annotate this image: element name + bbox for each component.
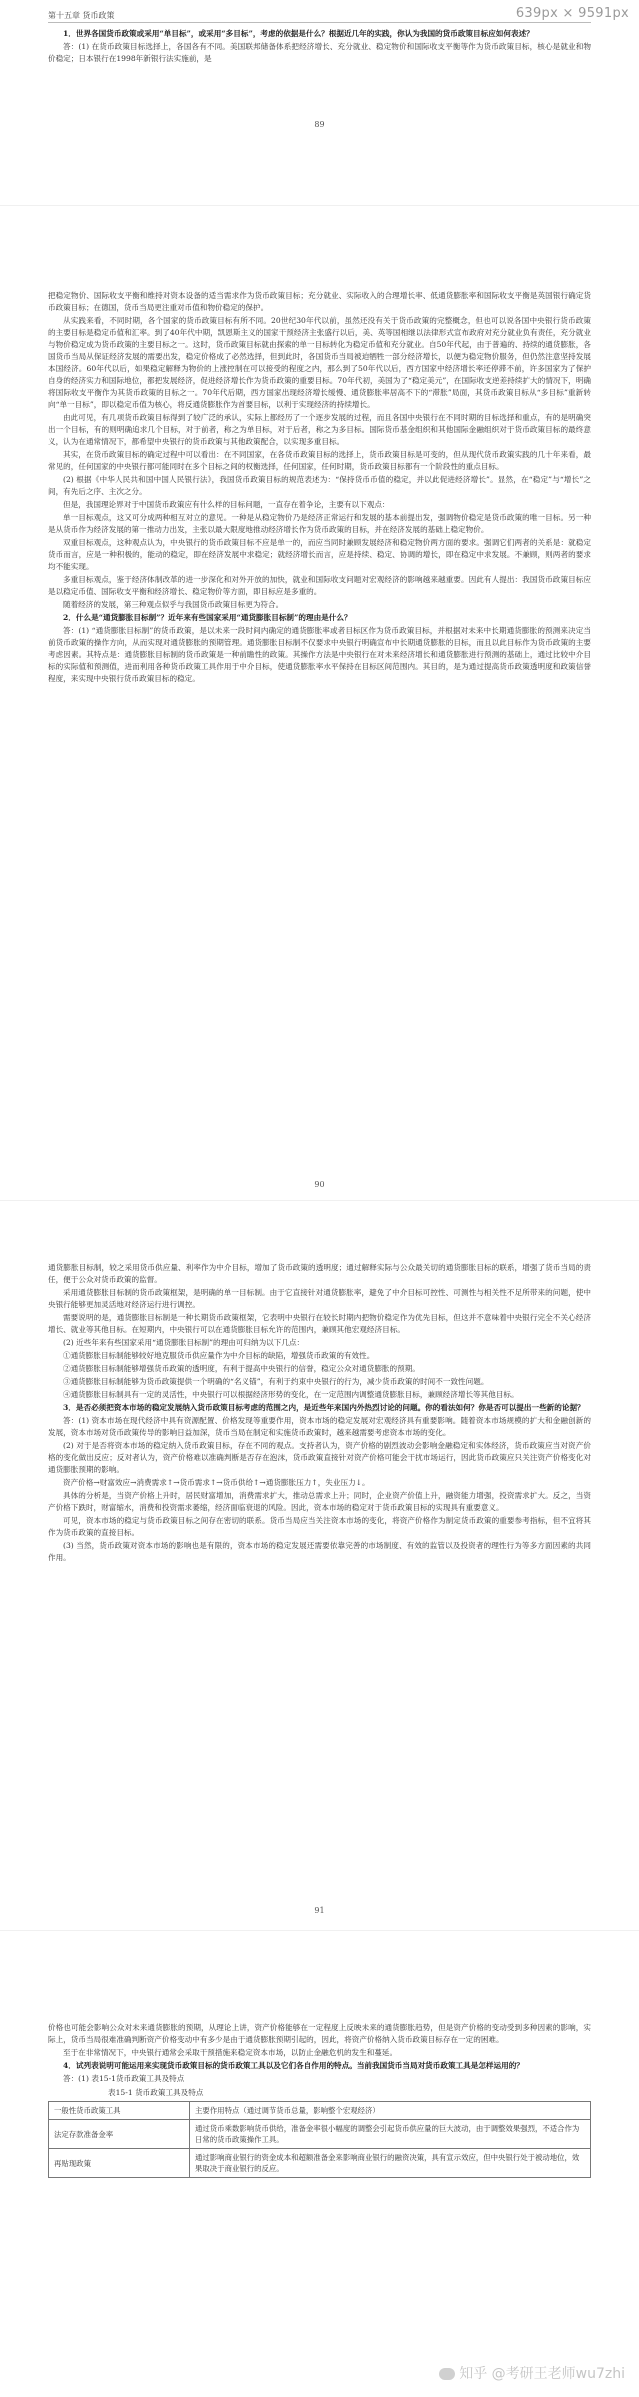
table-cell: 主要作用特点（通过调节货币总量，影响整个宏观经济） [190,2102,591,2120]
page-2-content [48,290,591,686]
list-item: ②通货膨胀目标制能够增强货币政策的透明度，有利于提高中央银行的信誉，稳定公众对通货膨胀的预期。 [63,1364,420,1373]
body-paragraph: 单一目标观点，这又可分成两种相互对立的意见。一种是从稳定物价乃是经济正常运行和发展的基本前提出发，强调物价稳定是货币政策的唯一目标。另一种是从货币作为经济发展的第一推动力出发，主张以最大限度地推动经济增长作为货币政策的目标，并在经济发展的基础上稳定物价。 [48,513,591,534]
question-4: 4．试列表说明可能运用来实现货币政策目标的货币政策工具以及它们各自作用的特点。当前我国货币当局对货币政策工具是怎样运用的？ [63,2061,524,2070]
watermark-text: 知乎 @考研王老师wu7zhi [459,2366,625,2382]
page-3-content [48,1262,591,1565]
body-paragraph: 答：(1) “通货膨胀目标制”的货币政策，是以未来一段时间内确定的通货膨胀率或者目标区作为货币政策目标，并根据对未来中长期通货膨胀的预测来决定当前货币政策的操作方向，从而实现对通货膨胀的预期管理。通货膨胀目标制不仅要求中央银行明确宣布中长期通货膨胀的目标，而且以此目标作为货币政策的主要考虑因素。其特点是：通货膨胀目标制的货币政策是一种前瞻性的政策。其操作方法是中央银行在对未来经济增长和通货膨胀进行预测的基础上，通过比较中介目标的实际值和预测值，进而利用各种货币政策工具作用于中介目标，使通货膨胀率水平保持在目标区间范围内。其目的，是为通过提高货币政策透明度和政策信誉程度，来实现中央银行货币政策目标的稳定。 [48,626,591,683]
table-cell: 法定存款准备金率 [49,2120,190,2149]
page-gap [0,1200,639,1201]
table-row [49,2102,591,2120]
table-cell: 再贴现政策 [49,2149,190,2178]
table-row [49,2120,591,2149]
body-paragraph: 具体的分析是，当资产价格上升时，居民财富增加，消费需求扩大，推动总需求上升；同时，企业资产价值上升，融资能力增强，投资需求扩大。反之，当资产价格下跌时，财富缩水，消费和投资需求萎缩，经济面临衰退的风险。因此，资本市场的稳定对于货币政策目标的实现具有重要意义。 [48,1491,591,1512]
body-paragraph: 从实践来看，不同时期，各个国家的货币政策目标有所不同。20世纪30年代以前，虽然还没有关于货币政策的完整概念，但也可以说各国中央银行货币政策的主要目标是稳定币值和汇率。到了40年代中期，凯恩斯主义的国家干预经济主张盛行以后，美、英等国相继以法律形式宣布政府对充分就业负有责任，充分就业与物价稳定成为货币政策的主要目标之一。这时，货币政策目标就由探索的单一目标转化为稳定币值和充分就业。自50年代起，由于普遍的、持续的通货膨胀，各国货币当局从保证经济发展的需要出发，稳定价格成了必然选择，但到此时，各国货币当局被迫牺牲一部分经济增长，以便为稳定物价服务，但仍然注意坚持发展本国经济。60年代以后，如果稳定解释为物价的上涨控制在可以接受的程度之内，那么到了50年代以后，西方国家中经济增长率还停滞不前，许多国家为了保护自身的经济实力和国际地位，都把发展经济，促进经济增长作为货币政策的重要目标。70年代初，美国为了“稳定美元”，在国际收支逆差持续扩大的情况下，明确将国际收支平衡作为其货币政策的目标之一。70年代后期，西方国家出现经济增长缓慢、通货膨胀率居高不下的“滞胀”局面，其货币政策目标从“多目标”重新转向“单一目标”，即以稳定币值为核心，将反通货膨胀作为首要目标，以利于实现经济的持续增长。 [48,316,591,409]
body-paragraph: 把稳定物价、国际收支平衡和维持对资本设备的适当需求作为货币政策目标；充分就业、实际收入的合理增长率、低通货膨胀率和国际收支平衡是英国银行确定货币政策目标；在德国，货币当局更注重对币值和物价稳定的保护。 [48,291,591,312]
chat-bubble-icon [439,2368,455,2380]
table-row [49,2149,591,2178]
body-paragraph: 答：(1) 资本市场在现代经济中具有资源配置、价格发现等重要作用，资本市场的稳定发展对宏观经济具有重要影响。随着资本市场规模的扩大和金融创新的发展，资本市场对货币政策传导的影响日益加深，货币当局在制定和实施货币政策时，越来越需要考虑资本市场的变化。 [48,1416,591,1437]
table-cell: 通过影响商业银行的资金成本和超额准备金来影响商业银行的融资决策，具有宣示效应，但中央银行处于被动地位，效果取决于商业银行的反应。 [190,2149,591,2178]
page-number: 90 [314,1180,325,1189]
body-paragraph: 双重目标观点，这种观点认为，中央银行的货币政策目标不应是单一的，而应当同时兼顾发展经济和稳定物价两方面的要求。强调它们两者的关系是：就稳定货币而言，应是一种积极的，能动的稳定，即在经济发展中求稳定；就经济增长而言，应是持续、稳定、协调的增长，即在稳定中求发展。不兼顾，则两者的要求均不能实现。 [48,538,591,571]
body-paragraph: (2) 对于是否将资本市场的稳定纳入货币政策目标，存在不同的观点。支持者认为，资产价格的剧烈波动会影响金融稳定和实体经济，货币政策应当对资产价格的变化做出反应；反对者认为，资产价格难以准确判断是否存在泡沫，货币政策直接针对资产价格可能会干扰市场运行，因此货币政策应只关注资产价格变化对通货膨胀预期的影响。 [48,1441,591,1474]
body-paragraph: 由此可见，有几项货币政策目标得到了较广泛的承认，实际上都经历了一个逐步发展的过程，而且各国中央银行在不同时期的目标选择和重点，有的是明确突出一个目标，有的则明确追求几个目标，对于前者，称之为单目标，对于后者，称之为多目标。国际货币基金组织和其他国际金融组织对于货币政策目标的最终意义，认为在通常情况下，都希望中央银行的货币政策与其他政策配合，以实现多重目标。 [48,413,591,446]
page-gap [0,1930,639,1931]
body-paragraph: 需要说明的是，通货膨胀目标制是一种长期货币政策框架，它表明中央银行在较长时期内把物价稳定作为优先目标，但这并不意味着中央银行完全不关心经济增长、就业等其他目标。在短期内，中央银行可以在通货膨胀目标允许的范围内，兼顾其他宏观经济目标。 [48,1313,591,1334]
page-4-content [48,2022,591,2178]
table-cell: 一般性货币政策工具 [49,2102,190,2120]
page-1-content [48,28,591,66]
list-item: ①通货膨胀目标制能够较好地克服货币供应量作为中介目标的缺陷，增强货币政策的有效性。 [63,1351,375,1360]
table-cell: 通过货币乘数影响货币供给，准备金率很小幅度的调整会引起货币供应量的巨大波动，由于调整效果强烈，不适合作为日常的货币政策操作工具。 [190,2120,591,2149]
body-paragraph: 至于在非常情况下，中央银行通常会采取干预措施来稳定资本市场，以防止金融危机的发生和蔓延。 [63,2048,398,2057]
body-paragraph: 采用通货膨胀目标制的货币政策框架，是明确的单一目标制。由于它直接针对通货膨胀率，避免了中介目标可控性、可测性与相关性不足所带来的问题，使中央银行能够更加灵活地对经济运行进行调控。 [48,1288,591,1309]
page-header: 第十五章 货币政策 [48,11,115,20]
question-2: 2．什么是“通货膨胀目标制”？近年来有些国家采用“通货膨胀目标制”的理由是什么？ [63,613,352,622]
question-1: 1．世界各国货币政策或采用“单目标”，或采用“多目标”，考虑的依据是什么？根据近几年的实践，你认为我国的货币政策目标应如何表述？ [63,29,534,38]
table-caption: 表15-1 货币政策工具及特点 [108,2088,204,2097]
question-3: 3．是否必须把资本市场的稳定发展纳入货币政策目标考虑的范围之内，是近些年来国内外热烈讨论的问题。你的看法如何？你是否可以提出一些新的论据？ [63,1403,585,1412]
header-rule [48,22,591,23]
body-paragraph: 但是，我国理论界对于中国货币政策应有什么样的目标问题，一直存在着争论，主要有以下观点： [63,500,390,509]
document-page-2 [0,290,639,850]
body-paragraph: (2) 近些年来有些国家采用“通货膨胀目标制”的理由可归纳为以下几点： [63,1338,305,1347]
list-item: ④通货膨胀目标制具有一定的灵活性，中央银行可以根据经济形势的变化，在一定范围内调整通货膨胀目标，兼顾经济增长等其他目标。 [63,1390,519,1399]
body-paragraph: 价格也可能会影响公众对未来通货膨胀的预期，从理论上讲，资产价格能够在一定程度上反映未来的通货膨胀趋势，但是资产价格的变动受到多种因素的影响，实际上，货币当局很难准确判断资产价格变动中有多少是由于通货膨胀预期引起的，因此，将资产价格纳入货币政策目标存在一定的困难。 [48,2023,591,2044]
body-paragraph: 随着经济的发展，第三种观点似乎与我国货币政策目标更为符合。 [63,600,284,609]
body-paragraph: 多重目标观点，鉴于经济体制改革的进一步深化和对外开放的加快，就业和国际收支问题对宏观经济的影响越来越重要。因此有人提出：我国货币政策目标应是以稳定币值、国际收支平衡和经济增长、稳定物价等方面，即目标应是多重的。 [48,575,591,596]
body-paragraph: 其实，在货币政策目标的确定过程中可以看出：在不同国家，在各货币政策目标的选择上，货币政策目标是可变的，但从现代货币政策实践的几十年来看，最常见的，任何国家的中央银行都可能同时在多个目标之间的权衡选择，任何国家，任何时期，货币政策目标都有一个阶段性的重点目标。 [48,450,591,471]
body-paragraph: (2) 根据《中华人民共和国中国人民银行法》，我国货币政策目标的规范表述为：“保持货币币值的稳定，并以此促进经济增长”。显然，在“稳定”与“增长”之间，有先后之序、主次之分。 [48,475,591,496]
image-dimension-label: 639px × 9591px [515,6,629,21]
document-page-4 [0,2022,639,2392]
watermark [439,2363,625,2383]
body-paragraph: (3) 当然，货币政策对资本市场的影响也是有限的，资本市场的稳定发展还需要依靠完善的市场制度、有效的监管以及投资者的理性行为等多方面因素的共同作用。 [48,1541,591,1562]
list-item: ③通货膨胀目标制能够为货币政策提供一个明确的“名义锚”，有利于约束中央银行的行为，减少货币政策的时间不一致性问题。 [63,1377,489,1386]
page-gap [0,205,639,206]
document-page-3 [0,1262,639,1862]
policy-tools-table [48,2101,591,2178]
body-paragraph: 通货膨胀目标制，较之采用货币供应量、利率作为中介目标，增加了货币政策的透明度；通过解释实际与公众最关切的通货膨胀目标的联系，增强了货币当局的责任，便于公众对货币政策的监督。 [48,1263,591,1284]
page-number: 89 [314,120,325,129]
body-paragraph: 答：(1) 表15-1货币政策工具及特点 [63,2074,185,2083]
formula-line: 资产价格→财富效应→消费需求↑→货币需求↑→货币供给↑→通货膨胀压力↑，失业压力↓。 [63,1478,370,1487]
document-page-1 [0,0,639,200]
answer-paragraph: 答：(1) 在货币政策目标选择上，各国各有不同。美国联邦储备体系把经济增长、充分就业、稳定物价和国际收支平衡等作为货币政策目标，核心是就业和物价稳定；日本银行在1998年新银行法实施前，是 [48,42,591,63]
page-number: 91 [314,1906,325,1915]
body-paragraph: 可见，资本市场的稳定与货币政策目标之间存在密切的联系。货币当局应当关注资本市场的变化，将资产价格作为制定货币政策的重要参考指标，但不宜将其作为货币政策的直接目标。 [48,1516,591,1537]
